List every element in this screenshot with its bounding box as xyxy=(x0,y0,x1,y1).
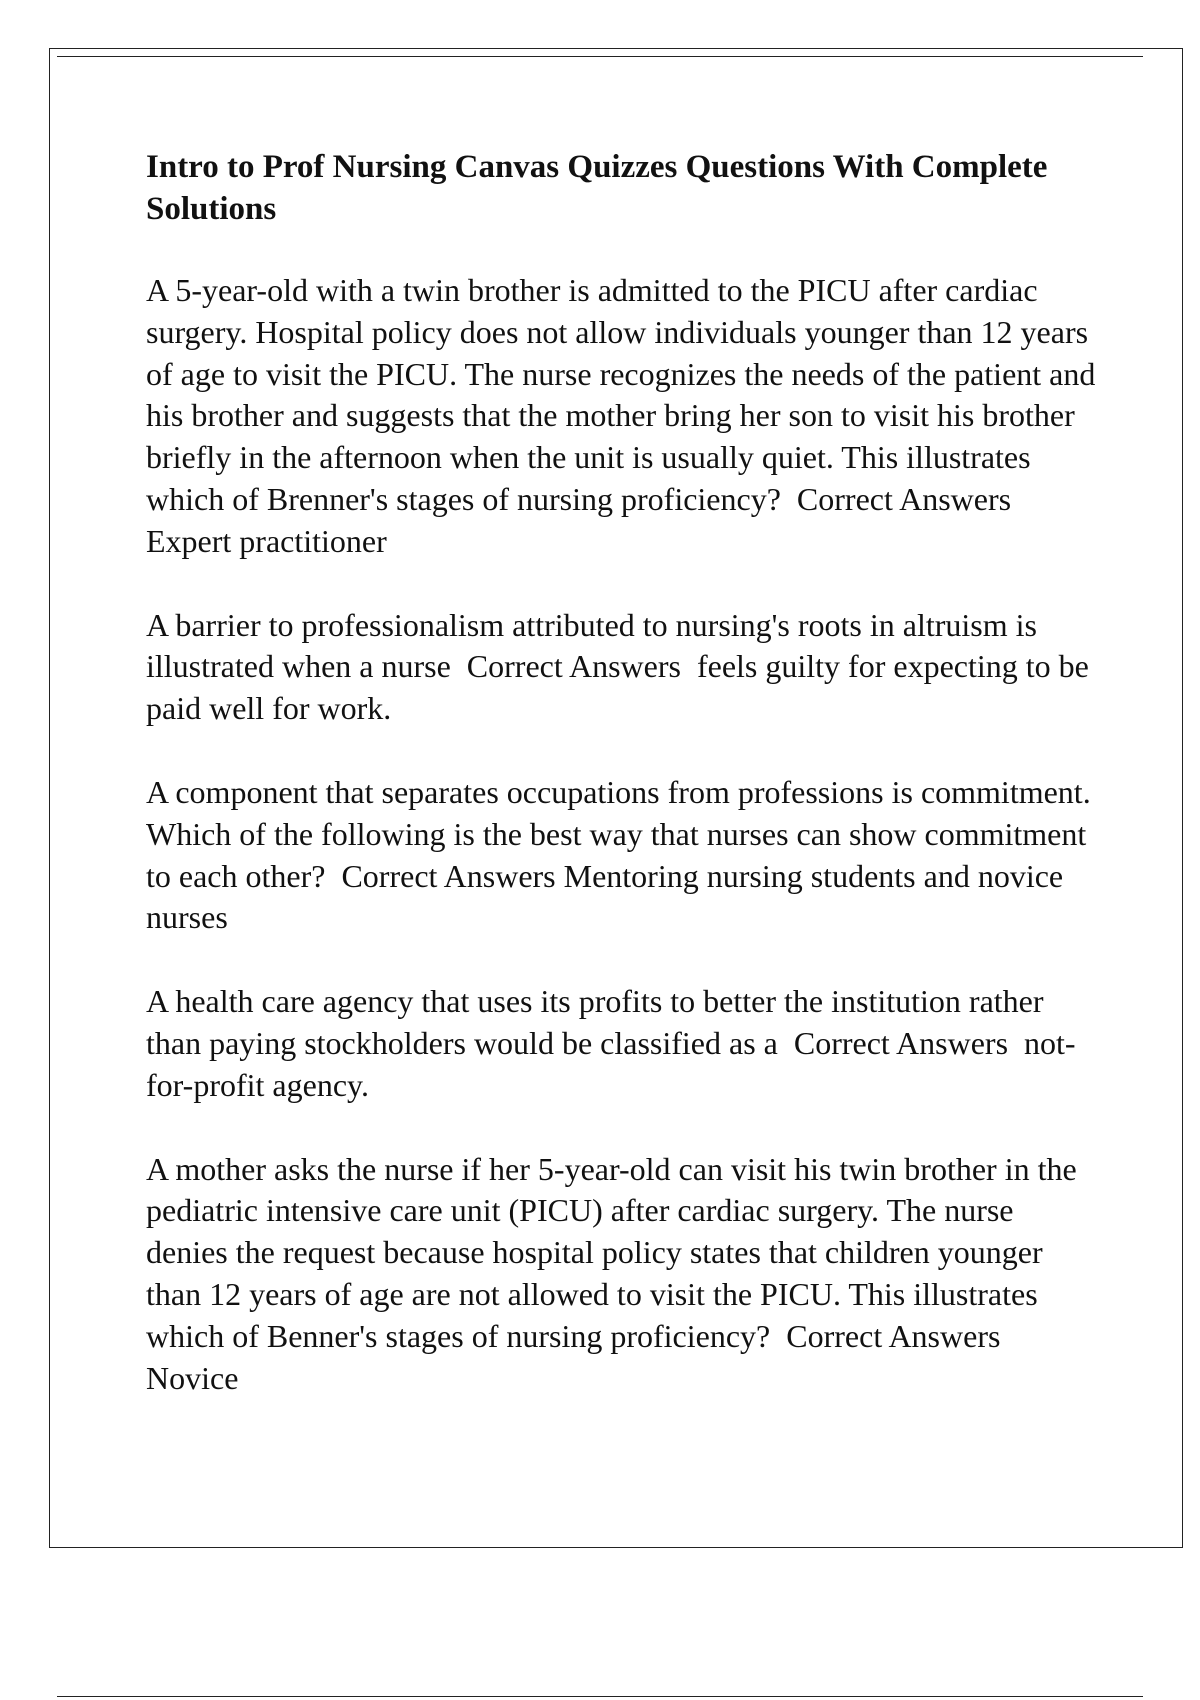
qa-entry xyxy=(146,1149,1096,1400)
question-text: A barrier to professionalism attributed to nursing's roots in altruism is illustrated when a nurse xyxy=(146,606,1037,685)
qa-entry xyxy=(146,981,1096,1106)
question-text: A health care agency that uses its profits to better the institution rather than paying stockholders would be classified as a xyxy=(146,983,1044,1061)
answer-label: Correct Answers xyxy=(341,857,556,894)
answer-text: Novice xyxy=(146,1359,239,1396)
answer-label: Correct Answers xyxy=(786,1317,1001,1354)
answer-label: Correct Answers xyxy=(466,648,681,685)
answer-label: Correct Answers xyxy=(796,480,1012,517)
document-body xyxy=(146,146,1096,1441)
question-text: A 5-year-old with a twin brother is admitted to the PICU after cardiac surgery. Hospital policy does not allow individuals younger than 12 years of age to visit the PICU. The nurse recognizes the needs of the patient and his brother and suggests that the mother bring her son to visit his brother briefly in the afternoon when the unit is usually quiet. This illustrates which of Brenner's stages of nursing proficiency? xyxy=(146,272,1096,517)
answer-text: feels guilty for expecting to be paid well for work. xyxy=(146,648,1089,727)
answer-label: Correct Answers xyxy=(793,1024,1009,1061)
answer-text: Mentoring nursing students and novice nurses xyxy=(146,857,1064,936)
question-text: A component that separates occupations from professions is commitment. Which of the following is the best way that nurses can show commitment to each other? xyxy=(146,773,1091,894)
answer-text: not-for-profit agency. xyxy=(146,1024,1076,1103)
qa-entry xyxy=(146,605,1096,730)
question-text: A mother asks the nurse if her 5-year-old can visit his twin brother in the pediatric intensive care unit (PICU) after cardiac surgery. The nurse denies the request because hospital policy states that children younger than 12 years of age are not allowed to visit the PICU. This illustrates which of Benner's stages of nursing proficiency? xyxy=(146,1150,1077,1354)
answer-text: Expert practitioner xyxy=(146,522,387,559)
document-title: Intro to Prof Nursing Canvas Quizzes Questions With Complete Solutions xyxy=(146,149,1048,227)
qa-entry xyxy=(146,270,1096,563)
qa-entry xyxy=(146,772,1096,939)
bottom-rule xyxy=(57,1696,1143,1697)
